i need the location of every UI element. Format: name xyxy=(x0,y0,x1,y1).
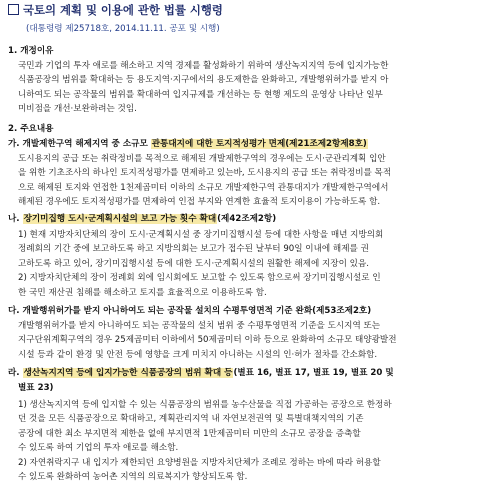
item-ra-heading-cont: 별표 23) xyxy=(18,383,54,393)
na-line: 고하도록 하고 있어, 장기미집행시설 등에 대한 도시·군계획시설의 원활한 해제에 지장이 있음. xyxy=(18,259,369,269)
item-na-heading: 나. 장기미집행 도시·군계획시설의 보고 가능 횟수 확대(제42조제2항) xyxy=(8,214,277,224)
document-subtitle: (대통령령 제25718호, 2014.11.11. 공포 및 시행) xyxy=(26,24,220,34)
ra-line: 수 있도록 하여 기업의 투자 애로를 해소함. xyxy=(18,443,179,453)
ga-line: 도시용지의 공급 또는 취락정비를 목적으로 해제된 개발제한구역의 경우에는 도시·군관리계획 입안 xyxy=(18,154,386,164)
section-1-heading: 1. 개정이유 xyxy=(8,46,54,56)
checkbox-square-icon xyxy=(8,4,19,15)
ga-line: 으로 해제된 토지와 연접한 1천제곱미터 이하의 소규모 개발제한구역 관통대지가 개발제한구역에서 xyxy=(18,183,389,193)
ga-line: 을 위한 기초조사의 하나인 토지적성평가를 면제하고 있는바, 도시용지의 공급 또는 취락정비를 목적 xyxy=(18,168,392,178)
da-line: 지구단위계획구역의 경우 25제곱미터 이하에서 50제곱미터 이하 등으로 완화하여 소규모 태양광발전 xyxy=(18,335,397,345)
s1-line: 식품공장의 범위를 확대하는 등 용도지역·지구에서의 용도제한을 완화하고, 개발행위허가를 받지 아 xyxy=(18,75,389,85)
item-da-heading: 다. 개발행위허가를 받지 아니하여도 되는 공작물 설치의 수평투영면적 기준 완화(제53조제2호) xyxy=(8,306,372,316)
da-line: 개발행위허가를 받지 아니하여도 되는 공작물의 설치 범위 중 수평투영면적 기준을 도시지역 또는 xyxy=(18,321,381,331)
s1-line: 미비점을 개선·보완하려는 것임. xyxy=(18,104,137,114)
item-ra-heading: 라. 생산녹지지역 등에 입지가능한 식품공장의 범위 확대 등(별표 16, 별표 17, 별표 19, 별표 20 및 xyxy=(8,368,394,378)
ra-line: 공장에 대한 최소 부지면적 제한을 없애 부지면적 1만제곱미터 미만의 소규모 공장을 증축할 xyxy=(18,429,361,439)
na-line: 한 국민 재산권 침해를 해소하고 토지를 효율적으로 이용하도록 함. xyxy=(18,288,267,298)
ra-line: 던 것을 모든 식품공장으로 확대하고, 계획관리지역 내 자연보전권역 및 특별대책지역의 기존 xyxy=(18,414,364,424)
na-line: 1) 현재 지방자치단체의 장이 도시·군계획시설 중 장기미집행시설 등에 대한 사항을 매년 지방의회 xyxy=(18,230,384,240)
na-line: 정례회의 기간 중에 보고하도록 하고 지방의회는 보고가 접수된 날부터 90일 이내에 해제를 권 xyxy=(18,244,369,254)
ra-line: 수 있도록 완화하여 농어촌 지역의 의료복지가 향상되도록 함. xyxy=(18,472,248,482)
na-line: 2) 지방자치단체의 장이 정례회 외에 임시회에도 보고할 수 있도록 함으로써 장기미집행시설로 인 xyxy=(18,273,381,283)
ga-line: 해제된 경우에도 토지적성평가를 면제하여 인접 부지와 연계한 효율적 토지이용이 가능하도록 함. xyxy=(18,197,381,207)
da-line: 시설 등과 같이 환경 및 안전 등에 영향을 크게 미치지 아니하는 시설의 인·허가 절차를 간소화함. xyxy=(18,350,378,360)
s1-line: 니하여도 되는 공작물의 범위를 확대하여 입지규제를 개선하는 등 현행 제도의 운영상 나타난 일부 xyxy=(18,90,383,100)
ra-line: 1) 생산녹지지역 등에 입지할 수 있는 식품공장의 범위를 농수산물을 직접 가공하는 공장으로 한정하 xyxy=(18,400,392,410)
ra-line: 2) 자연취락지구 내 입지가 제한되던 요양병원을 지방자치단체가 조례로 정하는 바에 따라 허용할 xyxy=(18,458,381,468)
document-title: 국토의 계획 및 이용에 관한 법률 시행령 xyxy=(8,2,488,18)
section-2-heading: 2. 주요내용 xyxy=(8,124,54,134)
s1-line: 국민과 기업의 투자 애로를 해소하고 지역 경제를 활성화하기 위하여 생산녹지지역 등에 입지가능한 xyxy=(18,61,389,71)
item-ga-heading: 가. 개발제한구역 해제지역 중 소규모 관통대지에 대한 토지적성평가 면제(제21조제2항제8호) xyxy=(8,139,367,149)
